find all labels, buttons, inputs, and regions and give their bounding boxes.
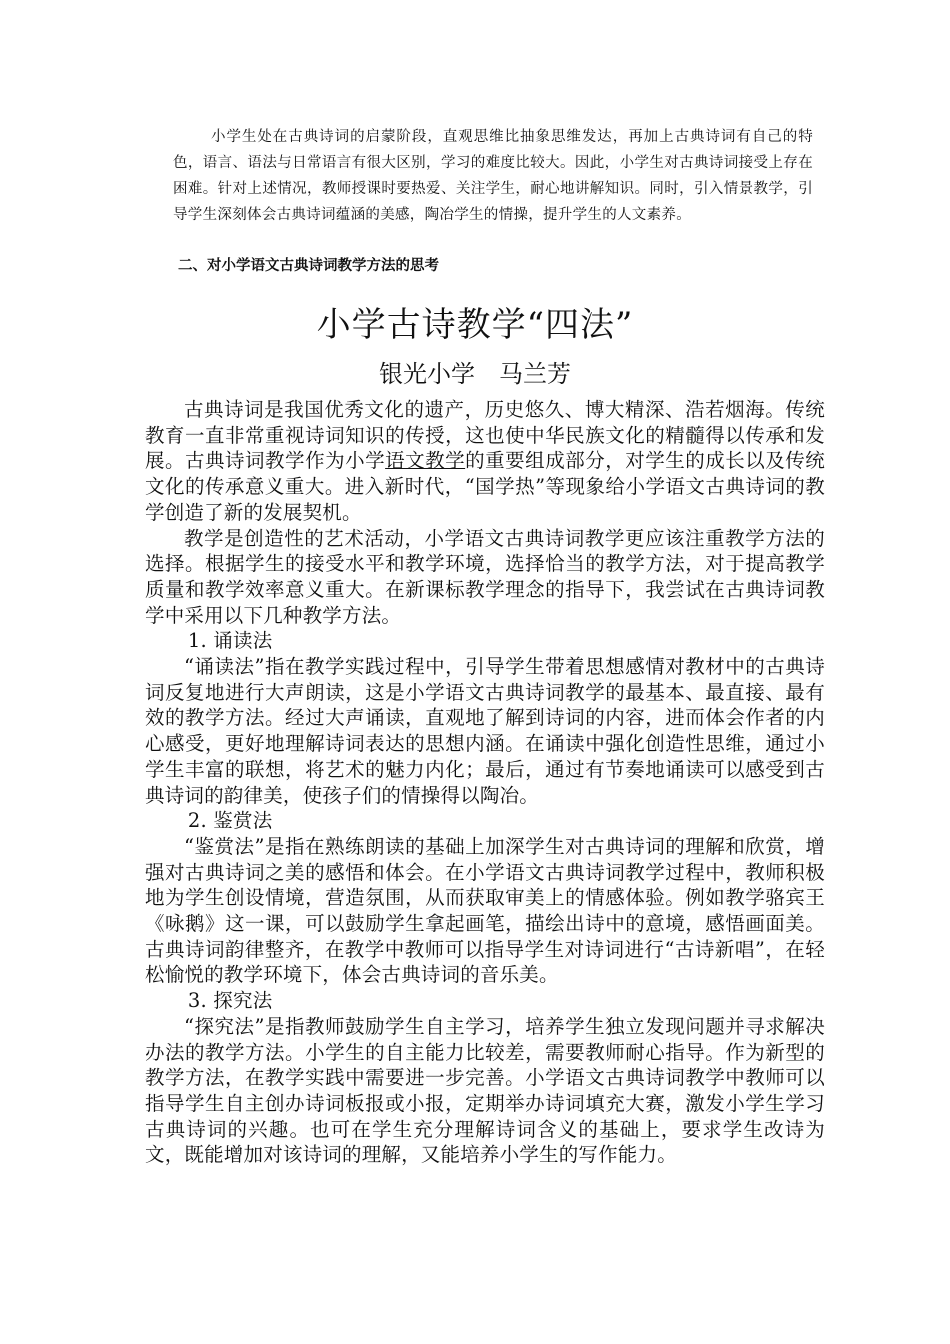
method-heading-recitation: 1. 诵读法 — [187, 629, 273, 653]
author-line — [0, 356, 950, 392]
method-text-recitation: “诵读法”指在教学实践过程中，引导学生带着思想感情对教材中的古典诗词反复地进行大声朗读，这是小学语文古典诗词教学的最基本、最直接、最有效的教学方法。经过大声诵读，直观地了解到诗词的内容，进而体会作者的内心感受，更好地理解诗词表达的思想内涵。在诵读中强化创造性思维，通过小学生丰富的联想，将艺术的魅力内化；最后，通过有节奏地诵读可以感受到古典诗词的韵律美，使孩子们的情操得以陶冶。 — [145, 655, 825, 807]
method-heading-appreciation: 2. 鉴赏法 — [187, 809, 273, 833]
section-heading: 二、对小学语文古典诗词教学方法的思考 — [178, 258, 439, 274]
method-heading-inquiry: 3. 探究法 — [187, 989, 273, 1013]
paragraph-2: 教学是创造性的艺术活动，小学语文古典诗词教学更应该注重教学方法的选择。根据学生的接受水平和教学环境，选择恰当的教学方法，对于提高教学质量和教学效率意义重大。在新课标教学理念的指导下，我尝试在古典诗词教学中采用以下几种教学方法。 — [145, 526, 825, 627]
chinese-teaching-link[interactable]: 语文教学 — [385, 449, 466, 473]
method-text-appreciation: “鉴赏法”是指在熟练朗读的基础上加深学生对古典诗词的理解和欣赏，增强对古典诗词之美的感悟和体会。在小学语文古典诗词教学过程中，教师积极地为学生创设情境，营造氛围，从而获取审美上的情感体验。例如教学骆宾王《咏鹅》这一课，可以鼓励学生拿起画笔，描绘出诗中的意境，感悟画面美。古典诗词韵律整齐，在教学中教师可以指导学生对诗词进行“古诗新唱”，在轻松愉悦的教学环境下，体会古典诗词的音乐美。 — [145, 834, 825, 987]
method-text-inquiry: “探究法”是指教师鼓励学生自主学习，培养学生独立发现问题并寻求解决办法的教学方法。小学生的自主能力比较差，需要教师耐心指导。作为新型的教学方法，在教学实践中需要进一步完善。小学语文古典诗词教学中教师可以指导学生自主创办诗词板报或小报，定期举办诗词填充大赛，激发小学生学习古典诗词的兴趣。也可在学生充分理解诗词含义的基础上，要求学生改诗为文，既能增加对该诗词的理解，又能培养小学生的写作能力。 — [145, 1014, 825, 1167]
article-title: 小学古诗教学“四法” — [316, 305, 634, 345]
paragraph-1-end: 的重要组成部分，对学生的成长以及传统文化的传承意义重大。进入新时代，“国学热”等现象给小学语文古典诗词的教学创造了新的发展契机。 — [145, 449, 825, 524]
school-name: 银光小学 — [379, 360, 475, 388]
paragraph-1 — [145, 397, 825, 526]
intro-paragraph: 小学生处在古典诗词的启蒙阶段，直观思维比抽象思维发达，再加上古典诗词有自己的特色，语言、语法与日常语言有很大区别，学习的难度比较大。因此，小学生对古典诗词接受上存在困难。针对上述情况，教师授课时要热爱、关注学生，耐心地讲解知识。同时，引入情景教学，引导学生深刻体会古典诗词蕴涵的美感，陶冶学生的情操，提升学生的人文素养。 — [173, 129, 813, 223]
article-body — [145, 397, 825, 1168]
paragraph-1-start: 古典诗词是我国优秀文化的遗产，历史悠久、博大精深、浩若烟海。传统教育一直非常重视诗词知识的传授，这也使中华民族文化的精髓得以传承和发展。古典诗词教学作为小学 — [145, 398, 825, 473]
author-name: 马兰芳 — [499, 360, 571, 388]
